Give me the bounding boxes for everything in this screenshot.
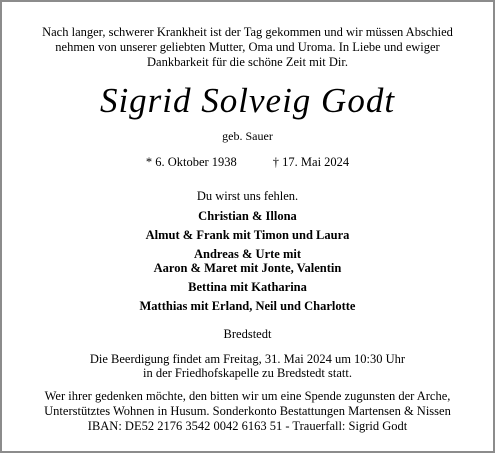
intro-line-1: Nach langer, schwerer Krankheit ist der Tag gekommen und wir müssen Abschied [42, 25, 453, 39]
death-date: † 17. Mai 2024 [272, 155, 350, 169]
birth-name: geb. Sauer [222, 129, 273, 143]
mourner-line-1: Christian & Illona [198, 209, 297, 223]
deceased-name: Sigrid Solveig Godt [99, 81, 396, 120]
mourner-line-6: Matthias mit Erland, Neil und Charlotte [139, 299, 356, 313]
mourner-line-5: Bettina mit Katharina [188, 280, 307, 294]
mourner-line-2: Almut & Frank mit Timon und Laura [145, 228, 350, 242]
donation-line-1: Wer ihrer gedenken möchte, den bitten wir um eine Spende zugunsten der Arche, [44, 389, 451, 403]
mourner-line-4: Aaron & Maret mit Jonte, Valentin [153, 261, 342, 275]
funeral-line-1: Die Beerdigung findet am Freitag, 31. Mai 2024 um 10:30 Uhr [89, 352, 406, 366]
farewell-text: Du wirst uns fehlen. [196, 189, 299, 203]
donation-line-2: Unterstütztes Wohnen in Husum. Sonderkonto Bestattungen Martensen & Nissen [44, 404, 451, 418]
intro-line-2: nehmen von unserer geliebten Mutter, Oma und Uroma. In Liebe und ewiger [55, 40, 440, 54]
place-text: Bredstedt [223, 327, 272, 341]
funeral-line-2: in der Friedhofskapelle zu Bredstedt statt. [143, 366, 352, 380]
birth-date: * 6. Oktober 1938 [145, 155, 237, 169]
donation-line-3: IBAN: DE52 2176 3542 0042 6163 51 - Trauerfall: Sigrid Godt [87, 419, 408, 433]
life-dates [2, 155, 493, 170]
intro-line-3: Dankbarkeit für die schöne Zeit mit Dir. [147, 55, 348, 69]
mourner-line-3: Andreas & Urte mit [193, 247, 302, 261]
